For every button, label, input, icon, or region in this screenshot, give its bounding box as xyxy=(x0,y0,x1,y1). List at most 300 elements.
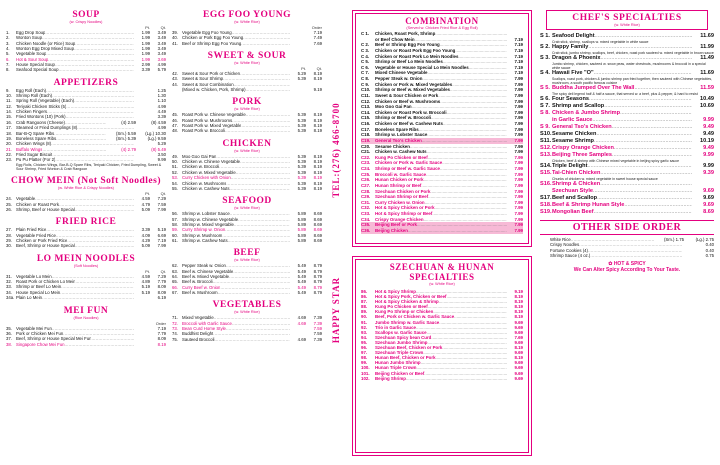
item-price: 9.99 xyxy=(703,117,714,123)
sweet-sour-section: SWEET & SOUR (w. White Rice) Pt. Qt. 42. Sweet & Sour Pork or Chicken ..... 5.29 8.19 43. Sweet & Sour Shrimp ..... 5.39 8.19 44. Sweet & Sour Combination ..... (Mixed w. Chicken, Pork, Shrimp) ..... 9.19 xyxy=(172,51,322,92)
item-number: 22. xyxy=(6,151,12,157)
item-price-small xyxy=(134,295,150,300)
item-price-large: 7.79 xyxy=(157,330,166,336)
item-price: 9.19 xyxy=(514,289,523,294)
item-name: in Garlic Sauce xyxy=(552,117,593,123)
dot-leader xyxy=(596,131,692,138)
item-number: C 2. xyxy=(361,42,370,48)
item-name: Chicken Fingers xyxy=(16,109,48,115)
item-number: S 6. xyxy=(540,96,550,102)
item-number xyxy=(172,87,182,92)
item-price: 11.99 xyxy=(700,44,714,50)
chef-special-item xyxy=(540,131,714,138)
item-price-small: 3.39 xyxy=(141,67,150,73)
item-price-small: 5.49 xyxy=(297,263,306,269)
item-number: S 5. xyxy=(540,85,550,91)
item-name: Vegetable or House Special Lo Mein Noodles xyxy=(375,64,469,70)
item-number: 14. xyxy=(6,109,12,115)
item-price: 7.99 xyxy=(514,149,523,155)
item-price-small: (Sm.) 5.39 xyxy=(115,135,136,141)
item-price-large: 3.49 xyxy=(157,46,166,52)
item-price-large: 3.69 xyxy=(157,56,166,62)
item-number: 26. xyxy=(6,207,12,213)
item-number xyxy=(540,188,552,195)
chicken-title: CHICKEN xyxy=(222,138,272,149)
item-price-small: 5.39 xyxy=(297,180,306,186)
item-name: Beef w. Mushroom xyxy=(182,289,218,295)
menu-item xyxy=(6,342,166,347)
item-number xyxy=(540,117,552,124)
item-price-large: 8.19 xyxy=(313,159,322,165)
dot-leader xyxy=(600,181,692,188)
item-price-small: 5.39 xyxy=(297,117,306,123)
chef-special-item xyxy=(540,85,714,92)
item-price-small: 5.49 xyxy=(297,289,306,295)
item-price: 10.69 xyxy=(700,103,714,109)
menu-item xyxy=(172,128,322,133)
item-name: Sweet & Sour Combination xyxy=(182,81,234,87)
item-name: Curry Chicken w. Onion xyxy=(375,199,425,205)
item-number xyxy=(540,253,550,258)
item-number: 45. xyxy=(172,112,178,118)
combination-title: COMBINATION xyxy=(405,16,479,26)
menu-item xyxy=(6,157,166,162)
seafood-section xyxy=(172,196,322,243)
item-name: Beef w. Chinese Vegetable xyxy=(182,268,234,274)
item-price-small: 4.69 xyxy=(297,336,306,342)
dot-leader xyxy=(614,145,692,152)
item-number: C 6. xyxy=(361,64,370,70)
vegetables-section xyxy=(172,300,322,342)
item-number: C14. xyxy=(361,109,371,115)
item-name: Triple Delight xyxy=(552,163,588,169)
item-name: Chicken or Pork w. Mixed Vegetables xyxy=(375,81,453,87)
item-price-large: 8.19 xyxy=(313,153,322,159)
item-price: 8.19 xyxy=(514,345,523,351)
item-name: Bar-B-Q Spare Ribs xyxy=(16,130,55,136)
item-description: Chicken, beef & shrimp with Chinese mixed vegetable in beijing spicy garlic sauce xyxy=(552,159,680,163)
item-price-large: 3.50 xyxy=(157,151,166,157)
item-number: 62. xyxy=(172,263,178,269)
combination-box xyxy=(352,10,532,247)
item-name: Szechuan Style xyxy=(552,188,594,194)
item-price-large: (Lg.) 2.75 xyxy=(695,237,714,242)
chef-special-item xyxy=(540,124,714,131)
item-name: House Special Soup xyxy=(16,62,55,68)
item-name: Vegetable Lo Mein xyxy=(16,273,52,279)
item-number: 51. xyxy=(172,164,178,170)
dot-leader xyxy=(594,138,692,145)
item-number: C35. xyxy=(361,222,371,228)
item-price: 11.49 xyxy=(700,55,714,61)
dot-leader xyxy=(225,128,290,133)
item-number: 34. xyxy=(6,289,12,295)
chef-special-item xyxy=(540,181,714,188)
chef-special-item xyxy=(540,117,714,124)
item-number: C36. xyxy=(361,227,371,233)
item-number: 20. xyxy=(6,141,12,147)
item-price-small: 4.69 xyxy=(297,320,306,326)
item-number: 35. xyxy=(6,325,12,331)
item-name: Vegetable Mei Fun xyxy=(16,325,52,331)
item-price-small: 5.49 xyxy=(297,268,306,274)
vegetables-subtitle: (w. White Rice) xyxy=(234,310,260,315)
item-price-small: 5.39 xyxy=(297,128,306,134)
item-name: (Mixed w. Chicken, Pork, Shrimp) xyxy=(182,87,246,93)
item-number: S 1. xyxy=(540,33,550,39)
item-number: C29. xyxy=(361,194,371,200)
item-number: C25. xyxy=(361,171,371,177)
item-price: 7.99 xyxy=(514,92,523,98)
item-description: Crab stick, jumbo shrimp, scallops, beef, chicken, roast pork sauteed w. mixed vegetable in brown sauce xyxy=(552,51,714,55)
item-number: 66. xyxy=(172,284,178,290)
item-name: Shrimp or Beef Lo Mein Noodles xyxy=(375,59,443,65)
item-price: 9.39 xyxy=(703,170,714,176)
item-name: Beijing Chicken xyxy=(375,227,408,233)
item-number: 44. xyxy=(172,81,178,87)
restaurant-name: HAPPY STAR xyxy=(331,276,341,344)
dot-leader xyxy=(65,342,135,347)
item-number: C17. xyxy=(361,126,371,132)
item-number: 54. xyxy=(172,180,178,186)
item-price-large: 8.69 xyxy=(313,211,322,217)
item-price: 10.49 xyxy=(700,96,714,102)
item-price-large: 4.99 xyxy=(157,125,166,131)
item-price: 7.99 xyxy=(514,166,523,171)
fried-rice-title: FRIED RICE xyxy=(55,217,117,228)
menu-item xyxy=(6,243,166,248)
item-number: 42. xyxy=(172,71,178,77)
item-number: 55. xyxy=(172,185,178,191)
chef-special-item xyxy=(540,163,714,170)
item-number: C22. xyxy=(361,154,371,160)
item-price: 7.99 xyxy=(514,121,523,126)
item-name: Shrimp or Beef w. Broccoli xyxy=(375,115,431,121)
item-price-large: 0.40 xyxy=(705,242,714,248)
chef-title-box xyxy=(546,10,708,30)
item-number: 96. xyxy=(361,345,368,351)
appetizers-title: APPETIZERS xyxy=(53,77,119,88)
chef-special-item xyxy=(540,152,714,159)
item-number: C 3. xyxy=(361,47,370,53)
item-price-large: 8.79 xyxy=(313,273,322,279)
item-price-small: 5.89 xyxy=(297,221,306,227)
item-price-small: 5.39 xyxy=(297,112,306,118)
item-name: Shrimp w. Mixed Vegetable xyxy=(182,221,234,227)
item-price-large: 8.19 xyxy=(157,341,166,347)
item-number: C 4. xyxy=(361,53,370,59)
dot-leader xyxy=(600,55,692,62)
item-price: 7.99 xyxy=(514,222,523,228)
item-name: Chicken w. Cashew Nuts xyxy=(182,185,230,191)
dot-leader xyxy=(594,209,692,216)
item-number: 27. xyxy=(6,227,12,233)
chef-special-item xyxy=(540,33,714,40)
pork-title: PORK xyxy=(232,97,262,108)
item-price: 8.19 xyxy=(514,309,523,315)
dot-leader xyxy=(218,290,290,295)
item-price: 7.19 xyxy=(514,70,523,76)
item-price: 9.99 xyxy=(703,152,714,158)
item-price-large: 9.19 xyxy=(313,87,322,93)
item-price: 7.19 xyxy=(514,47,523,53)
chow-mein-title: CHOW MEIN (Not Soft Noodles) xyxy=(11,176,161,187)
item-name: Buddha Jumped Over The Wall xyxy=(552,85,635,91)
item-price-large: 6.19 xyxy=(157,295,166,301)
item-number: C13. xyxy=(361,104,371,110)
item-name: Egg Roll (Each) xyxy=(16,87,47,93)
item-price-small: 5.39 xyxy=(297,123,306,129)
item-name: Vegetable Egg Foo Young xyxy=(182,30,232,35)
item-price: 9.69 xyxy=(514,339,523,345)
appetizers-section xyxy=(6,78,166,172)
item-name: Chicken or Roast Pork Egg Foo Young xyxy=(375,47,456,53)
item-number: 38. xyxy=(6,341,12,347)
item-name: Chicken or Pork Egg Foo Young xyxy=(182,35,244,41)
item-name: Beef w. Broccoli xyxy=(182,279,213,285)
item-price: 7.99 xyxy=(514,104,523,110)
item-price: 10.19 xyxy=(700,138,714,144)
column-chef xyxy=(540,10,714,273)
chef-special-item xyxy=(540,209,714,216)
item-price: 8.19 xyxy=(514,355,523,361)
item-number: 36. xyxy=(6,330,12,336)
item-price-large: (8) 5.49 xyxy=(151,146,166,152)
item-number: 52. xyxy=(172,169,178,175)
item-number: 97. xyxy=(361,350,368,356)
item-price: 11.69 xyxy=(700,70,714,76)
item-number: 18. xyxy=(6,130,12,136)
item-price-small: 1.99 xyxy=(141,30,150,35)
item-number: S 2. xyxy=(540,44,550,50)
lo-mein-subtitle: (Soft Noodles) xyxy=(73,263,99,268)
item-price-small: 1.99 xyxy=(141,51,150,57)
item-price: 8.19 xyxy=(514,304,523,310)
item-name: Crispy Orange Chicken xyxy=(375,216,424,222)
item-name: Shrimp w. Mushroom xyxy=(182,232,223,238)
item-name: Chicken or Roast Pork xyxy=(16,201,59,207)
item-name: Dragon & Phoenix xyxy=(552,55,601,61)
item-price: 9.69 xyxy=(514,360,523,366)
chicken-section xyxy=(172,139,322,191)
item-price xyxy=(692,181,714,188)
item-number: 4. xyxy=(6,46,10,52)
item-price-large: 8.69 xyxy=(313,216,322,222)
egg-foo-young-title: EGG FOO YOUNG xyxy=(203,10,291,20)
item-name: Hot & Spicy Chicken or Pork xyxy=(375,205,435,211)
szechuan-title-2: SPECIALTIES xyxy=(409,272,475,282)
item-name: Beef, Shrimp or House Special Mei Fun xyxy=(16,336,92,342)
item-number: C32. xyxy=(361,205,371,211)
item-name: Szechuan Spicy bean Curd xyxy=(375,334,432,340)
item-name: Beijing Shrimp xyxy=(375,375,406,381)
item-number: 2. xyxy=(6,35,10,41)
item-price: 7.99 xyxy=(514,211,523,216)
item-price: 7.99 xyxy=(514,109,523,115)
item-name: Chicken w. Mixed Vegetable xyxy=(182,169,236,175)
item-price: 8.19 xyxy=(514,294,523,300)
item-name: Szechuan Chicken or Pork xyxy=(375,188,431,194)
item-price-small: 5.39 xyxy=(297,164,306,170)
item-number: 71. xyxy=(172,315,178,321)
chef-special-item xyxy=(540,70,714,77)
chef-special-item xyxy=(540,188,714,195)
item-price-large: 7.19 xyxy=(313,30,322,35)
item-price: 7.19 xyxy=(514,53,523,59)
item-name: Chicken or Pork w. Garlic Sauce xyxy=(375,160,443,166)
item-name: Seafood Special Soup xyxy=(16,67,59,73)
chef-subtitle: (w. White Rice) xyxy=(614,23,640,27)
item-price-small: (Sm.) 1.75 xyxy=(663,237,684,242)
seafood-subtitle: (w. White Rice) xyxy=(234,206,260,211)
item-price-large: 8.19 xyxy=(313,185,322,191)
hot-spicy-legend: ✿ HOT & SPICY xyxy=(608,261,646,268)
item-name: Shrimp w. Lobster Sauce xyxy=(375,132,428,138)
chef-title: CHEF'S SPECIALTIES xyxy=(572,13,682,23)
item-number: C12. xyxy=(361,98,371,104)
chef-special-item xyxy=(540,44,714,51)
item-price-large: 8.19 xyxy=(313,175,322,181)
menu-item xyxy=(6,295,166,300)
item-price-large: 7.39 xyxy=(313,336,322,342)
item-price-large: 8.19 xyxy=(313,169,322,175)
item-name: Sweet & Sour Chicken or Pork xyxy=(375,92,439,98)
item-number: C11. xyxy=(361,92,371,98)
item-price-small: 4.69 xyxy=(297,315,306,321)
dot-leader xyxy=(75,243,134,248)
item-name: Beijing Chicken or Beef xyxy=(375,370,425,376)
item-price-large: 3.49 xyxy=(157,35,166,41)
item-price: 9.69 xyxy=(514,350,523,356)
item-name: Shrimp and Scallop xyxy=(552,103,605,109)
soup-header: Pt. Qt. xyxy=(145,25,166,30)
combination-subtitle: (Served w. Chicken Fried Rice & Egg Roll) xyxy=(406,26,478,30)
item-name: Roast Pork w. Mixed Vegetable xyxy=(182,123,242,129)
item-number: 19. xyxy=(6,135,12,141)
item-name: General Tso's Chicken xyxy=(375,137,422,143)
item-price: 7.19 xyxy=(514,42,523,48)
dot-leader xyxy=(587,163,692,170)
item-name: Szechuan Beef, Chicken or Pork xyxy=(375,345,443,351)
item-price: 7.99 xyxy=(514,87,523,93)
soup-subtitle: (w. Crispy Noodles) xyxy=(69,20,103,24)
item-number: 48. xyxy=(172,128,178,134)
item-number: 40. xyxy=(172,35,178,41)
combination-item xyxy=(361,228,523,234)
item-number: 47. xyxy=(172,123,178,129)
pork-subtitle: (w. White Rice) xyxy=(234,107,260,112)
item-number: C28. xyxy=(361,188,371,194)
item-price-large: 5.29 xyxy=(157,141,166,147)
item-name: Shrimp w. Cashew Nuts xyxy=(182,237,228,243)
dot-leader xyxy=(215,337,291,342)
item-name: Shrimp Sauce (4 oz.) xyxy=(550,253,591,259)
item-number: C21. xyxy=(361,149,371,155)
item-number: C33. xyxy=(361,211,371,216)
item-price: 9.69 xyxy=(514,375,523,381)
item-price: 7.99 xyxy=(514,160,523,166)
item-number: 46. xyxy=(172,117,178,123)
item-number: S 9. xyxy=(540,124,550,130)
item-number: 61. xyxy=(172,237,178,243)
item-price: 7.99 xyxy=(514,205,523,211)
item-price-large: 8.09 xyxy=(157,284,166,290)
item-number: S17. xyxy=(540,195,552,201)
item-price-large: 8.79 xyxy=(313,279,322,285)
item-number: 33. xyxy=(6,284,12,290)
item-number: 95. xyxy=(361,339,368,345)
item-price: 9.69 xyxy=(703,202,714,208)
item-price-large: 7.59 xyxy=(313,331,322,337)
item-number: 99. xyxy=(361,360,368,366)
item-number: S11. xyxy=(540,138,552,144)
item-name: Moo Goo Gai Pan xyxy=(182,153,217,159)
item-name: Szechuan Triple Crown xyxy=(375,350,424,356)
item-name: Hunan Beef, Chicken or Pork xyxy=(375,355,436,361)
item-number: S16. xyxy=(540,181,552,187)
item-price-small: 5.49 xyxy=(297,284,306,290)
item-number: C 7. xyxy=(361,70,370,76)
item-number: 17. xyxy=(6,125,12,131)
item-name: Mongolian Beef xyxy=(552,209,594,215)
item-name: Beef w. Mixed Vegetable xyxy=(182,273,230,279)
item-price-large: 1.10 xyxy=(157,98,166,104)
item-price-small: 1.99 xyxy=(141,46,150,52)
item-price: 7.99 xyxy=(514,182,523,188)
item-price: 9.49 xyxy=(703,145,714,151)
item-name: Chicken or Beef w. Mushrooms xyxy=(375,98,441,104)
item-name: Broccoli w. Garlic Sauce xyxy=(375,171,427,177)
soup-section xyxy=(6,10,166,73)
item-price-large: (Lg.) 10.30 xyxy=(145,130,166,136)
item-number: C19. xyxy=(361,137,371,143)
item-number: 98. xyxy=(361,355,368,361)
item-number: 92. xyxy=(361,324,368,330)
item-number: 72. xyxy=(172,320,178,326)
item-description: Chunks of chicken w. mixed vegetable in sweet house special sauce xyxy=(552,177,658,181)
item-price: 7.99 xyxy=(514,154,523,160)
item-name: Shrimp Roll (Each) xyxy=(16,93,53,99)
item-name: Wonton Egg Drop Mixed Soup xyxy=(16,46,74,52)
item-number: C23. xyxy=(361,160,371,166)
item-name: Hunan Triple Crown xyxy=(375,365,417,371)
item-price-small xyxy=(134,157,150,162)
item-name: Fried Sugar Biscuit xyxy=(16,151,53,157)
item-price-large: 7.19 xyxy=(157,238,166,244)
lo-mein-title: LO MEIN NOODLES xyxy=(36,253,136,264)
item-number: 102. xyxy=(361,375,370,381)
mei-fun-subtitle: (Rice Noodles) xyxy=(73,315,99,320)
item-number: 9. xyxy=(6,87,10,93)
item-name: Buddhist Delight xyxy=(182,331,214,337)
menu-item xyxy=(540,253,714,258)
item-price-small: 4.29 xyxy=(141,238,150,244)
item-price-large: 8.19 xyxy=(313,123,322,129)
item-name: Buffalo Wings xyxy=(16,146,43,152)
item-number: 101. xyxy=(361,370,370,376)
item-price-small: 5.19 xyxy=(141,289,150,295)
sweet-sour-title: SWEET & SOUR xyxy=(207,51,287,62)
item-name: Plain Fried Rice xyxy=(16,227,47,233)
item-number: S 3. xyxy=(540,55,550,61)
chef-special-item xyxy=(540,96,714,103)
item-number: C27. xyxy=(361,182,371,188)
dot-leader xyxy=(589,96,692,103)
chicken-subtitle: (w. White Rice) xyxy=(234,148,260,153)
item-name: Pork or Chicken Mei Fun xyxy=(16,330,64,336)
item-name: Chicken or Pork Fried Rice xyxy=(16,238,68,244)
item-price-large: (Lg.) 9.59 xyxy=(147,135,166,141)
